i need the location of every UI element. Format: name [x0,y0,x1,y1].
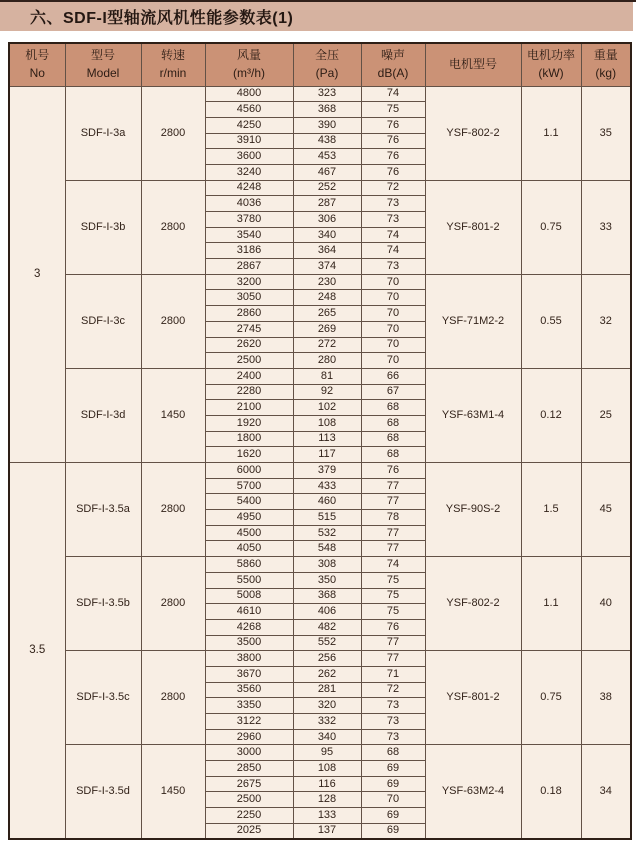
motor-model-cell: YSF-801-2 [425,180,521,274]
pressure-cell: 272 [293,337,361,353]
noise-cell: 71 [361,666,425,682]
noise-cell: 73 [361,714,425,730]
speed-cell: 2800 [141,86,205,180]
flow-cell: 1920 [205,415,293,431]
noise-cell: 76 [361,463,425,479]
flow-cell: 3540 [205,227,293,243]
motor-model-cell: YSF-71M2-2 [425,274,521,368]
header-line: 噪声 [380,48,405,63]
pressure-cell: 108 [293,415,361,431]
noise-cell: 70 [361,353,425,369]
header-line: 重量 [593,48,618,63]
noise-cell: 70 [361,306,425,322]
header-line: 转速 [160,48,185,63]
pressure-cell: 350 [293,572,361,588]
flow-cell: 3186 [205,243,293,259]
table-row [9,368,631,384]
flow-cell: 5700 [205,478,293,494]
header-line: r/min [159,65,187,80]
table-row [9,274,631,290]
noise-cell: 68 [361,400,425,416]
flow-cell: 3800 [205,651,293,667]
noise-cell: 72 [361,682,425,698]
table-row [9,745,631,761]
flow-cell: 4500 [205,525,293,541]
pressure-cell: 453 [293,149,361,165]
motor-power-cell: 0.18 [521,745,581,839]
pressure-cell: 340 [293,227,361,243]
flow-cell: 3560 [205,682,293,698]
noise-cell: 76 [361,149,425,165]
flow-cell: 2280 [205,384,293,400]
col-header-flow [205,43,293,86]
noise-cell: 77 [361,494,425,510]
flow-cell: 4050 [205,541,293,557]
pressure-cell: 133 [293,808,361,824]
motor-model-cell: YSF-63M2-4 [425,745,521,839]
machine-no-cell: 3.5 [9,463,65,840]
noise-cell: 77 [361,478,425,494]
header-line: (Pa) [315,65,339,80]
pressure-cell: 102 [293,400,361,416]
noise-cell: 70 [361,792,425,808]
pressure-cell: 340 [293,729,361,745]
weight-cell: 40 [581,557,631,651]
pressure-cell: 252 [293,180,361,196]
weight-cell: 32 [581,274,631,368]
noise-cell: 70 [361,321,425,337]
table-row [9,651,631,667]
pressure-cell: 128 [293,792,361,808]
flow-cell: 2500 [205,353,293,369]
model-cell: SDF-I-3.5c [65,651,141,745]
motor-power-cell: 1.1 [521,86,581,180]
speed-cell: 2800 [141,274,205,368]
col-header-speed [141,43,205,86]
pressure-cell: 368 [293,102,361,118]
flow-cell: 3670 [205,666,293,682]
model-cell: SDF-I-3.5a [65,463,141,557]
flow-cell: 5400 [205,494,293,510]
motor-power-cell: 0.12 [521,368,581,462]
table-row [9,463,631,479]
flow-cell: 2675 [205,776,293,792]
pressure-cell: 256 [293,651,361,667]
flow-cell: 4610 [205,604,293,620]
flow-cell: 3600 [205,149,293,165]
flow-cell: 2100 [205,400,293,416]
pressure-cell: 95 [293,745,361,761]
flow-cell: 5008 [205,588,293,604]
pressure-cell: 379 [293,463,361,479]
noise-cell: 75 [361,572,425,588]
pressure-cell: 108 [293,761,361,777]
pressure-cell: 113 [293,431,361,447]
flow-cell: 2850 [205,761,293,777]
header-line: 机号 [25,48,50,63]
noise-cell: 74 [361,243,425,259]
title-bar [0,2,633,31]
pressure-cell: 374 [293,259,361,275]
pressure-cell: 364 [293,243,361,259]
flow-cell: 2025 [205,823,293,839]
noise-cell: 73 [361,196,425,212]
noise-cell: 77 [361,635,425,651]
flow-cell: 6000 [205,463,293,479]
flow-cell: 4036 [205,196,293,212]
flow-cell: 3780 [205,212,293,228]
noise-cell: 78 [361,510,425,526]
weight-cell: 25 [581,368,631,462]
pressure-cell: 433 [293,478,361,494]
header-line: 型号 [90,48,115,63]
noise-cell: 68 [361,745,425,761]
col-header-motor-model [425,43,521,86]
weight-cell: 35 [581,86,631,180]
flow-cell: 1620 [205,447,293,463]
noise-cell: 68 [361,415,425,431]
flow-cell: 4250 [205,117,293,133]
noise-cell: 73 [361,698,425,714]
speed-cell: 1450 [141,368,205,462]
flow-cell: 3000 [205,745,293,761]
noise-cell: 67 [361,384,425,400]
header-row [9,43,631,86]
noise-cell: 75 [361,588,425,604]
flow-cell: 2400 [205,368,293,384]
motor-power-cell: 0.55 [521,274,581,368]
noise-cell: 75 [361,604,425,620]
flow-cell: 2250 [205,808,293,824]
pressure-cell: 281 [293,682,361,698]
table-row [9,86,631,102]
pressure-cell: 287 [293,196,361,212]
motor-power-cell: 1.5 [521,463,581,557]
header-line: No [29,65,45,80]
noise-cell: 70 [361,290,425,306]
header-line: 风量 [236,48,261,63]
model-cell: SDF-I-3c [65,274,141,368]
flow-cell: 4950 [205,510,293,526]
speed-cell: 2800 [141,651,205,745]
noise-cell: 70 [361,274,425,290]
table-row [9,180,631,196]
pressure-cell: 248 [293,290,361,306]
noise-cell: 76 [361,619,425,635]
col-header-motor-power [521,43,581,86]
speed-cell: 2800 [141,463,205,557]
header-line: 全压 [314,48,339,63]
flow-cell: 2960 [205,729,293,745]
pressure-cell: 117 [293,447,361,463]
noise-cell: 73 [361,729,425,745]
speed-cell: 2800 [141,557,205,651]
pressure-cell: 308 [293,557,361,573]
flow-cell: 3050 [205,290,293,306]
noise-cell: 69 [361,808,425,824]
col-header-weight [581,43,631,86]
flow-cell: 4800 [205,86,293,102]
table-row [9,557,631,573]
weight-cell: 34 [581,745,631,839]
pressure-cell: 332 [293,714,361,730]
pressure-cell: 116 [293,776,361,792]
noise-cell: 77 [361,525,425,541]
speed-cell: 2800 [141,180,205,274]
pressure-cell: 265 [293,306,361,322]
flow-cell: 2620 [205,337,293,353]
noise-cell: 75 [361,102,425,118]
flow-cell: 4248 [205,180,293,196]
machine-no-cell: 3 [9,86,65,463]
noise-cell: 70 [361,337,425,353]
pressure-cell: 390 [293,117,361,133]
pressure-cell: 467 [293,164,361,180]
weight-cell: 38 [581,651,631,745]
motor-model-cell: YSF-63M1-4 [425,368,521,462]
header-line: (kg) [595,65,617,80]
flow-cell: 3910 [205,133,293,149]
noise-cell: 69 [361,761,425,777]
motor-model-cell: YSF-802-2 [425,86,521,180]
flow-cell: 3240 [205,164,293,180]
pressure-cell: 306 [293,212,361,228]
model-cell: SDF-I-3.5b [65,557,141,651]
col-header-noise [361,43,425,86]
pressure-cell: 320 [293,698,361,714]
pressure-cell: 552 [293,635,361,651]
pressure-cell: 438 [293,133,361,149]
col-header-pressure [293,43,361,86]
fan-performance-table [8,42,632,840]
flow-cell: 3200 [205,274,293,290]
noise-cell: 74 [361,557,425,573]
flow-cell: 4560 [205,102,293,118]
pressure-cell: 262 [293,666,361,682]
speed-cell: 1450 [141,745,205,839]
header-line: Model [86,65,120,80]
pressure-cell: 548 [293,541,361,557]
page-title: 六、SDF-I型轴流风机性能参数表(1) [30,10,294,27]
header-line: (m³/h) [233,65,265,80]
noise-cell: 76 [361,133,425,149]
noise-cell: 73 [361,259,425,275]
noise-cell: 68 [361,447,425,463]
header-line: 电机功率 [526,48,575,63]
pressure-cell: 515 [293,510,361,526]
table-container [8,42,630,840]
pressure-cell: 532 [293,525,361,541]
header-line: (kW) [538,65,564,80]
model-cell: SDF-I-3b [65,180,141,274]
pressure-cell: 406 [293,604,361,620]
flow-cell: 2860 [205,306,293,322]
noise-cell: 73 [361,212,425,228]
noise-cell: 76 [361,164,425,180]
motor-power-cell: 0.75 [521,651,581,745]
flow-cell: 3350 [205,698,293,714]
pressure-cell: 460 [293,494,361,510]
col-header-model [65,43,141,86]
noise-cell: 77 [361,541,425,557]
noise-cell: 76 [361,117,425,133]
pressure-cell: 368 [293,588,361,604]
model-cell: SDF-I-3d [65,368,141,462]
pressure-cell: 323 [293,86,361,102]
noise-cell: 77 [361,651,425,667]
motor-model-cell: YSF-90S-2 [425,463,521,557]
model-cell: SDF-I-3.5d [65,745,141,839]
noise-cell: 69 [361,776,425,792]
flow-cell: 5500 [205,572,293,588]
model-cell: SDF-I-3a [65,86,141,180]
flow-cell: 1800 [205,431,293,447]
flow-cell: 5860 [205,557,293,573]
flow-cell: 2867 [205,259,293,275]
noise-cell: 68 [361,431,425,447]
weight-cell: 45 [581,463,631,557]
pressure-cell: 482 [293,619,361,635]
noise-cell: 74 [361,227,425,243]
noise-cell: 69 [361,823,425,839]
noise-cell: 72 [361,180,425,196]
pressure-cell: 230 [293,274,361,290]
motor-model-cell: YSF-802-2 [425,557,521,651]
header-line: dB(A) [377,65,409,80]
motor-power-cell: 1.1 [521,557,581,651]
flow-cell: 3500 [205,635,293,651]
motor-power-cell: 0.75 [521,180,581,274]
pressure-cell: 137 [293,823,361,839]
pressure-cell: 81 [293,368,361,384]
header-line: 电机型号 [448,57,497,72]
flow-cell: 4268 [205,619,293,635]
flow-cell: 3122 [205,714,293,730]
pressure-cell: 280 [293,353,361,369]
flow-cell: 2745 [205,321,293,337]
weight-cell: 33 [581,180,631,274]
motor-model-cell: YSF-801-2 [425,651,521,745]
col-header-machine-no [9,43,65,86]
noise-cell: 74 [361,86,425,102]
pressure-cell: 269 [293,321,361,337]
noise-cell: 66 [361,368,425,384]
pressure-cell: 92 [293,384,361,400]
flow-cell: 2500 [205,792,293,808]
